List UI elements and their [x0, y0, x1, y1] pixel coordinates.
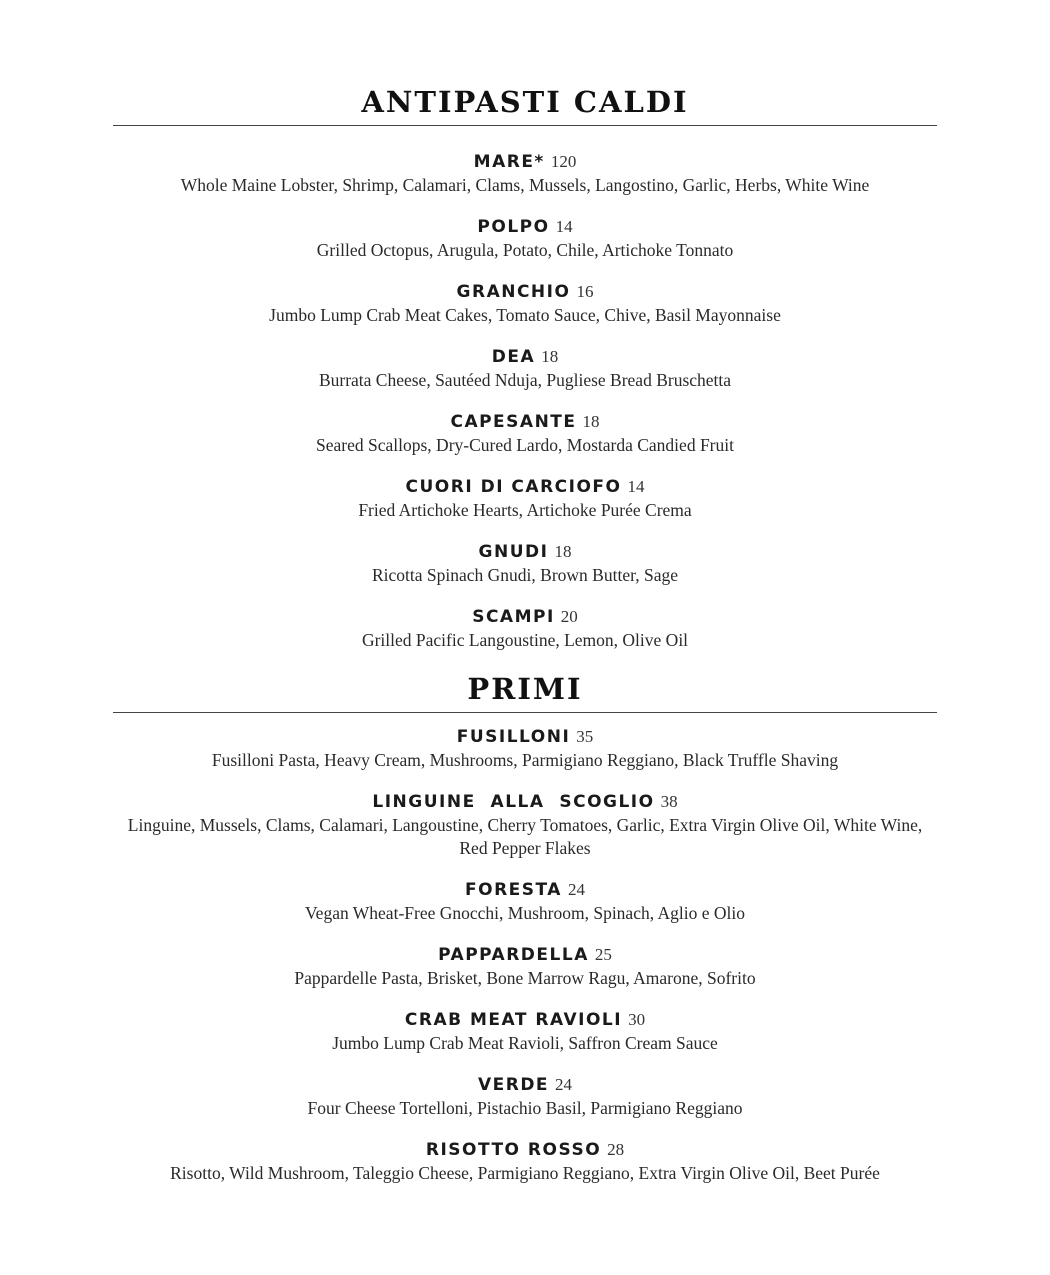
item-description: Grilled Pacific Langoustine, Lemon, Olive Oil — [361, 630, 689, 650]
item-description: Burrata Cheese, Sautéed Nduja, Pugliese Bread Bruschetta — [318, 370, 732, 390]
item-name: POLPO — [477, 217, 550, 237]
item-price: 16 — [576, 282, 594, 301]
item-name: CRAB MEAT RAVIOLI — [404, 1010, 623, 1030]
item-name: SCAMPI — [472, 607, 555, 627]
section-divider — [113, 125, 937, 126]
section-title-antipasti: ANTIPASTI CALDI — [361, 85, 689, 119]
item-price: 18 — [554, 542, 572, 561]
menu-page — [113, 0, 937, 1204]
item-price: 20 — [560, 607, 578, 626]
item-name: LINGUINE ALLA SCOGLIO — [372, 792, 655, 812]
item-price: 35 — [576, 727, 594, 746]
menu-item — [113, 791, 937, 860]
item-name: GRANCHIO — [456, 282, 571, 302]
item-description: Jumbo Lump Crab Meat Cakes, Tomato Sauce, Chive, Basil Mayonnaise — [269, 305, 781, 325]
item-description: Four Cheese Tortelloni, Pistachio Basil, Parmigiano Reggiano — [307, 1098, 743, 1118]
item-name: FORESTA — [465, 880, 562, 900]
item-price: 24 — [567, 880, 585, 899]
item-description: Fusilloni Pasta, Heavy Cream, Mushrooms, Parmigiano Reggiano, Black Truffle Shaving — [211, 750, 839, 770]
item-price: 14 — [627, 477, 645, 496]
menu-item — [113, 606, 937, 652]
menu-item — [113, 216, 937, 262]
menu-item — [113, 476, 937, 522]
menu-item — [113, 726, 937, 772]
item-name: RISOTTO ROSSO — [425, 1140, 602, 1160]
item-price: 25 — [594, 945, 612, 964]
item-description: Fried Artichoke Hearts, Artichoke Purée Crema — [358, 500, 692, 520]
item-name: GNUDI — [478, 542, 549, 562]
menu-item — [113, 281, 937, 327]
item-description: Ricotta Spinach Gnudi, Brown Butter, Sage — [372, 565, 678, 585]
primi-list — [113, 726, 937, 1185]
item-name: DEA — [491, 347, 536, 367]
item-name: CUORI DI CARCIOFO — [405, 477, 622, 497]
item-price: 14 — [555, 217, 573, 236]
antipasti-list — [113, 151, 937, 652]
item-name: PAPPARDELLA — [438, 945, 589, 965]
item-description: Pappardelle Pasta, Brisket, Bone Marrow Ragu, Amarone, Sofrito — [294, 968, 756, 988]
item-description: Grilled Octopus, Arugula, Potato, Chile, Artichoke Tonnato — [316, 240, 734, 260]
section-title-primi: PRIMI — [467, 672, 583, 706]
item-price: 38 — [660, 792, 678, 811]
menu-item — [113, 1139, 937, 1185]
item-name: FUSILLONI — [456, 727, 571, 747]
menu-item — [113, 879, 937, 925]
item-name: VERDE — [477, 1075, 550, 1095]
item-price: 120 — [550, 152, 577, 171]
item-price: 30 — [628, 1010, 646, 1029]
section-divider — [113, 712, 937, 713]
item-description: Whole Maine Lobster, Shrimp, Calamari, Clams, Mussels, Langostino, Garlic, Herbs, White Wine — [180, 175, 870, 195]
menu-item — [113, 411, 937, 457]
menu-item — [113, 1009, 937, 1055]
menu-item — [113, 346, 937, 392]
item-description: Vegan Wheat-Free Gnocchi, Mushroom, Spinach, Aglio e Olio — [304, 903, 745, 923]
item-description: Risotto, Wild Mushroom, Taleggio Cheese, Parmigiano Reggiano, Extra Virgin Olive Oil, Beet Purée — [170, 1163, 880, 1183]
menu-item — [113, 151, 937, 197]
item-price: 18 — [541, 347, 559, 366]
item-price: 24 — [555, 1075, 573, 1094]
menu-item — [113, 944, 937, 990]
item-name: CAPESANTE — [450, 412, 577, 432]
item-price: 18 — [582, 412, 600, 431]
item-description: Linguine, Mussels, Clams, Calamari, Langoustine, Cherry Tomatoes, Garlic, Extra Virgin Olive Oil, White Wine, Red Pepper Flakes — [127, 815, 923, 858]
menu-item — [113, 541, 937, 587]
item-price: 28 — [607, 1140, 625, 1159]
item-name: MARE* — [473, 152, 545, 172]
item-description: Jumbo Lump Crab Meat Ravioli, Saffron Cream Sauce — [332, 1033, 718, 1053]
menu-item — [113, 1074, 937, 1120]
item-description: Seared Scallops, Dry-Cured Lardo, Mostarda Candied Fruit — [316, 435, 734, 455]
